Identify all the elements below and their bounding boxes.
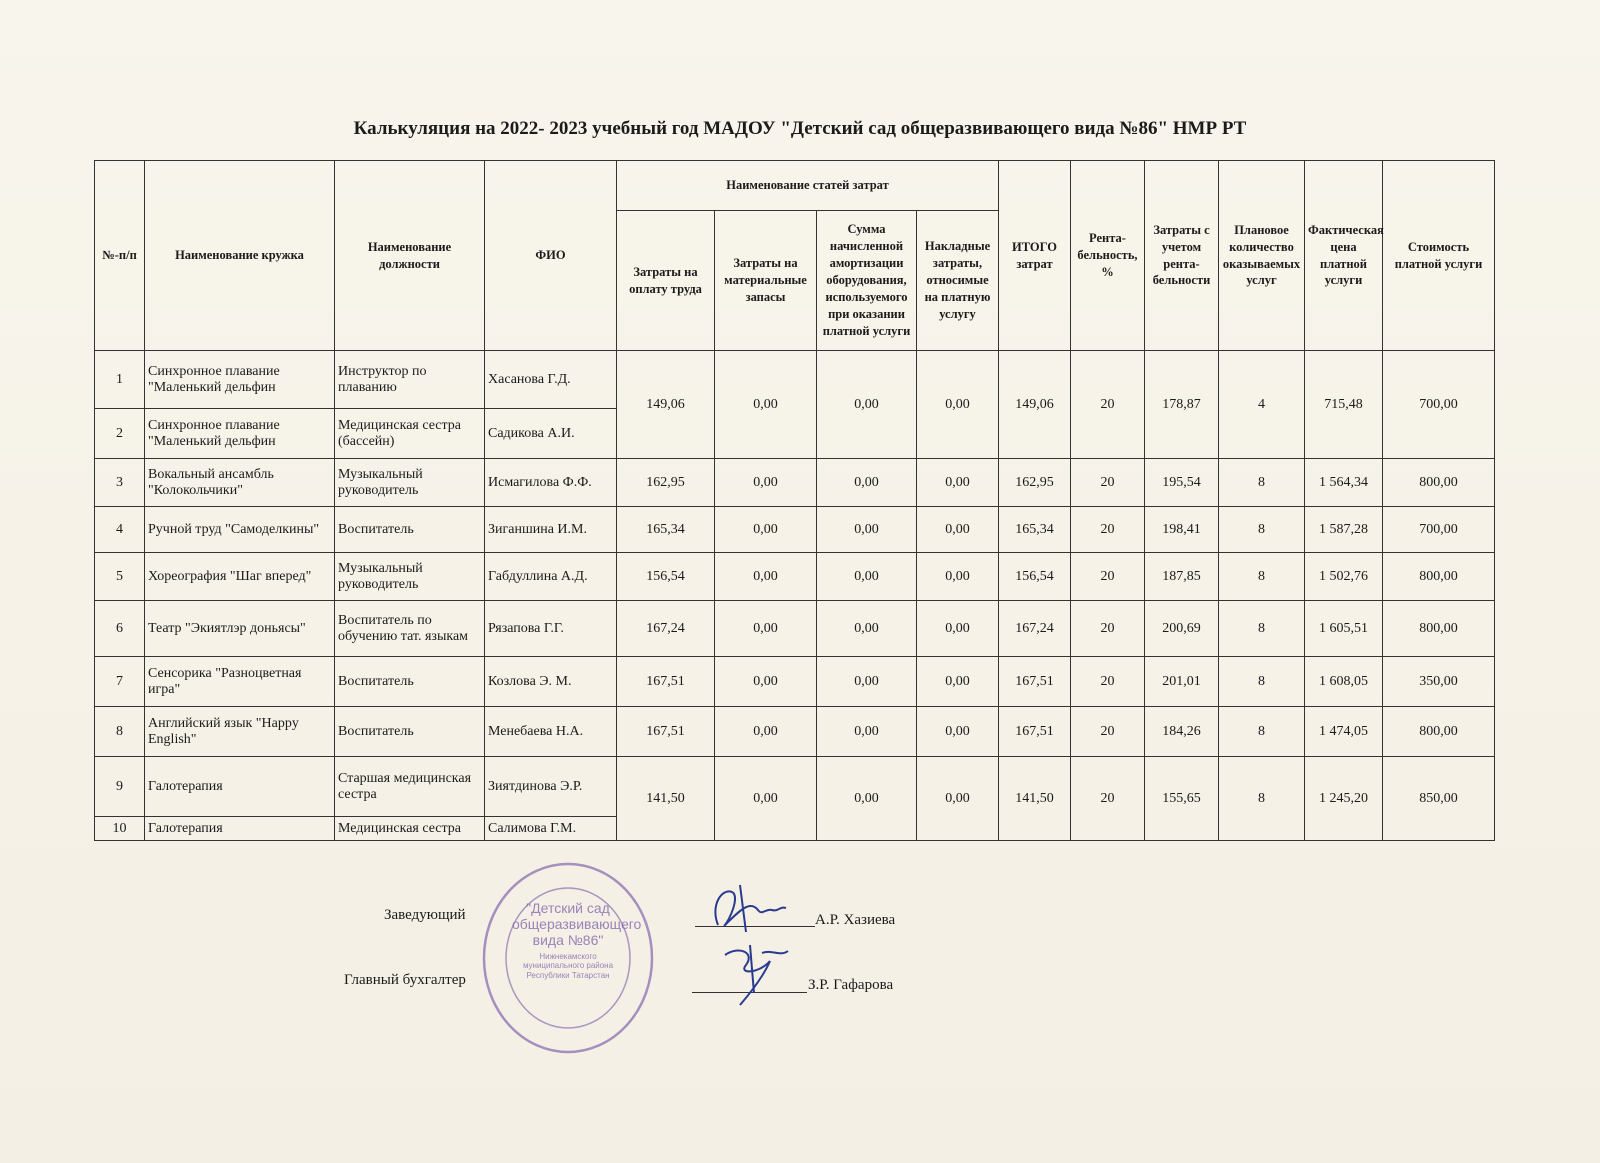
cell-labor: 141,50 [617, 757, 715, 841]
cell-num: 3 [95, 459, 145, 507]
cell-amortization: 0,00 [817, 757, 917, 841]
cell-amortization: 0,00 [817, 459, 917, 507]
cell-amortization: 0,00 [817, 553, 917, 601]
calculation-table [94, 160, 1495, 841]
cell-fio: Салимова Г.М. [485, 817, 617, 841]
cell-num: 8 [95, 707, 145, 757]
cell-position: Воспитатель [335, 707, 485, 757]
cell-position: Старшая медицинская сестра [335, 757, 485, 817]
cell-with-profit: 200,69 [1145, 601, 1219, 657]
cell-fio: Садикова А.И. [485, 409, 617, 459]
cell-amortization: 0,00 [817, 657, 917, 707]
cell-profit-pct: 20 [1071, 707, 1145, 757]
cell-num: 9 [95, 757, 145, 817]
cell-num: 1 [95, 351, 145, 409]
cell-service-cost: 350,00 [1383, 657, 1495, 707]
cell-labor: 149,06 [617, 351, 715, 459]
cell-club: Английский язык "Happy English" [145, 707, 335, 757]
cell-labor: 167,24 [617, 601, 715, 657]
cell-with-profit: 195,54 [1145, 459, 1219, 507]
accountant-handwritten-signature [710, 935, 800, 1010]
header-position: Наименование должности [335, 161, 485, 351]
cell-position: Воспитатель [335, 507, 485, 553]
cell-fio: Габдуллина А.Д. [485, 553, 617, 601]
cell-position: Музыкальный руководитель [335, 459, 485, 507]
cell-amortization: 0,00 [817, 707, 917, 757]
cell-fio: Зиганшина И.М. [485, 507, 617, 553]
cell-club: Театр "Экиятлэр доньясы" [145, 601, 335, 657]
table-row [95, 757, 1495, 817]
cell-with-profit: 155,65 [1145, 757, 1219, 841]
cell-total: 162,95 [999, 459, 1071, 507]
cell-club: Синхронное плавание "Маленький дельфин [145, 409, 335, 459]
cell-actual-price: 715,48 [1305, 351, 1383, 459]
cell-fio: Рязапова Г.Г. [485, 601, 617, 657]
head-name: А.Р. Хазиева [815, 912, 896, 928]
cell-actual-price: 1 587,28 [1305, 507, 1383, 553]
cell-num: 10 [95, 817, 145, 841]
cell-overhead: 0,00 [917, 657, 999, 707]
cell-amortization: 0,00 [817, 507, 917, 553]
cell-profit-pct: 20 [1071, 601, 1145, 657]
header-with-profit: Затраты с учетом рента-бельности [1145, 161, 1219, 351]
cell-service-cost: 700,00 [1383, 351, 1495, 459]
cell-labor: 165,34 [617, 507, 715, 553]
cell-profit-pct: 20 [1071, 757, 1145, 841]
cell-club: Галотерапия [145, 757, 335, 817]
cell-position: Медицинская сестра (бассейн) [335, 409, 485, 459]
cell-fio: Менебаева Н.А. [485, 707, 617, 757]
cell-actual-price: 1 474,05 [1305, 707, 1383, 757]
cell-planned-qty: 8 [1219, 553, 1305, 601]
cell-total: 165,34 [999, 507, 1071, 553]
cell-planned-qty: 4 [1219, 351, 1305, 459]
cell-materials: 0,00 [715, 351, 817, 459]
cell-service-cost: 700,00 [1383, 507, 1495, 553]
cell-planned-qty: 8 [1219, 707, 1305, 757]
cell-position: Воспитатель [335, 657, 485, 707]
cell-overhead: 0,00 [917, 707, 999, 757]
cell-fio: Исмагилова Ф.Ф. [485, 459, 617, 507]
cell-club: Галотерапия [145, 817, 335, 841]
stamp-center-text: "Детский сад общеразвивающего вида №86" [512, 900, 642, 949]
cell-overhead: 0,00 [917, 601, 999, 657]
cell-amortization: 0,00 [817, 601, 917, 657]
cell-service-cost: 800,00 [1383, 553, 1495, 601]
cell-materials: 0,00 [715, 707, 817, 757]
table-row [95, 507, 1495, 553]
header-cost-items: Наименование статей затрат [617, 161, 999, 211]
table-row [95, 601, 1495, 657]
cell-labor: 167,51 [617, 657, 715, 707]
table-row [95, 459, 1495, 507]
header-service-cost: Стоимость платной услуги [1383, 161, 1495, 351]
cell-num: 4 [95, 507, 145, 553]
cell-labor: 156,54 [617, 553, 715, 601]
accountant-name: З.Р. Гафарова [808, 977, 894, 993]
cell-num: 5 [95, 553, 145, 601]
cell-labor: 167,51 [617, 707, 715, 757]
cell-actual-price: 1 605,51 [1305, 601, 1383, 657]
accountant-label: Главный бухгалтер [344, 972, 466, 988]
cell-service-cost: 800,00 [1383, 707, 1495, 757]
cell-position: Воспитатель по обучению тат. языкам [335, 601, 485, 657]
table-row [95, 553, 1495, 601]
cell-profit-pct: 20 [1071, 657, 1145, 707]
cell-service-cost: 800,00 [1383, 601, 1495, 657]
head-label: Заведующий [384, 907, 466, 923]
header-materials: Затраты на материальные запасы [715, 211, 817, 351]
table-row [95, 351, 1495, 409]
cell-materials: 0,00 [715, 507, 817, 553]
header-fio: ФИО [485, 161, 617, 351]
cell-planned-qty: 8 [1219, 757, 1305, 841]
cell-club: Ручной труд "Самоделкины" [145, 507, 335, 553]
cell-labor: 162,95 [617, 459, 715, 507]
cell-position: Инструктор по плаванию [335, 351, 485, 409]
cell-num: 6 [95, 601, 145, 657]
header-actual-price: Фактическая цена платной услуги [1305, 161, 1383, 351]
cell-club: Хореография "Шаг вперед" [145, 553, 335, 601]
cell-planned-qty: 8 [1219, 657, 1305, 707]
cell-num: 2 [95, 409, 145, 459]
cell-overhead: 0,00 [917, 507, 999, 553]
cell-total: 167,51 [999, 657, 1071, 707]
cell-planned-qty: 8 [1219, 459, 1305, 507]
cell-with-profit: 198,41 [1145, 507, 1219, 553]
cell-total: 167,24 [999, 601, 1071, 657]
cell-materials: 0,00 [715, 553, 817, 601]
cell-profit-pct: 20 [1071, 553, 1145, 601]
cell-position: Музыкальный руководитель [335, 553, 485, 601]
cell-materials: 0,00 [715, 601, 817, 657]
cell-overhead: 0,00 [917, 553, 999, 601]
cell-planned-qty: 8 [1219, 601, 1305, 657]
header-planned-qty: Плановое количество оказываемых услуг [1219, 161, 1305, 351]
cell-fio: Зиятдинова Э.Р. [485, 757, 617, 817]
cell-service-cost: 800,00 [1383, 459, 1495, 507]
cell-club: Синхронное плавание "Маленький дельфин [145, 351, 335, 409]
cell-actual-price: 1 245,20 [1305, 757, 1383, 841]
cell-with-profit: 178,87 [1145, 351, 1219, 459]
cell-planned-qty: 8 [1219, 507, 1305, 553]
cell-total: 141,50 [999, 757, 1071, 841]
cell-with-profit: 187,85 [1145, 553, 1219, 601]
official-stamp [478, 858, 658, 1058]
cell-club: Сенсорика "Разноцветная игра" [145, 657, 335, 707]
cell-materials: 0,00 [715, 459, 817, 507]
cell-num: 7 [95, 657, 145, 707]
header-club: Наименование кружка [145, 161, 335, 351]
stamp-district-text: Нижнекамского муниципального района Республики Татарстан [522, 952, 614, 980]
cell-with-profit: 201,01 [1145, 657, 1219, 707]
cell-overhead: 0,00 [917, 757, 999, 841]
cell-position: Медицинская сестра [335, 817, 485, 841]
cell-actual-price: 1 608,05 [1305, 657, 1383, 707]
cell-total: 156,54 [999, 553, 1071, 601]
cell-total: 149,06 [999, 351, 1071, 459]
header-overhead: Накладные затраты, относимые на платную услугу [917, 211, 999, 351]
cell-profit-pct: 20 [1071, 459, 1145, 507]
cell-overhead: 0,00 [917, 459, 999, 507]
head-handwritten-signature [700, 880, 810, 940]
cell-club: Вокальный ансамбль "Колокольчики" [145, 459, 335, 507]
cell-fio: Козлова Э. М. [485, 657, 617, 707]
cell-amortization: 0,00 [817, 351, 917, 459]
header-labor: Затраты на оплату труда [617, 211, 715, 351]
header-total: ИТОГО затрат [999, 161, 1071, 351]
cell-profit-pct: 20 [1071, 351, 1145, 459]
cell-fio: Хасанова Г.Д. [485, 351, 617, 409]
cell-actual-price: 1 502,76 [1305, 553, 1383, 601]
cell-total: 167,51 [999, 707, 1071, 757]
cell-materials: 0,00 [715, 657, 817, 707]
document-title: Калькуляция на 2022- 2023 учебный год МАДОУ "Детский сад общеразвивающего вида №86" НМР РТ [353, 118, 1247, 139]
cell-overhead: 0,00 [917, 351, 999, 459]
cell-actual-price: 1 564,34 [1305, 459, 1383, 507]
header-amortization: Сумма начисленной амортизации оборудования, используемого при оказании платной услуги [817, 211, 917, 351]
cell-service-cost: 850,00 [1383, 757, 1495, 841]
cell-with-profit: 184,26 [1145, 707, 1219, 757]
cell-profit-pct: 20 [1071, 507, 1145, 553]
cell-materials: 0,00 [715, 757, 817, 841]
table-row [95, 657, 1495, 707]
table-row [95, 707, 1495, 757]
header-profit-pct: Рента-бельность, % [1071, 161, 1145, 351]
header-num: №-п/п [95, 161, 145, 351]
